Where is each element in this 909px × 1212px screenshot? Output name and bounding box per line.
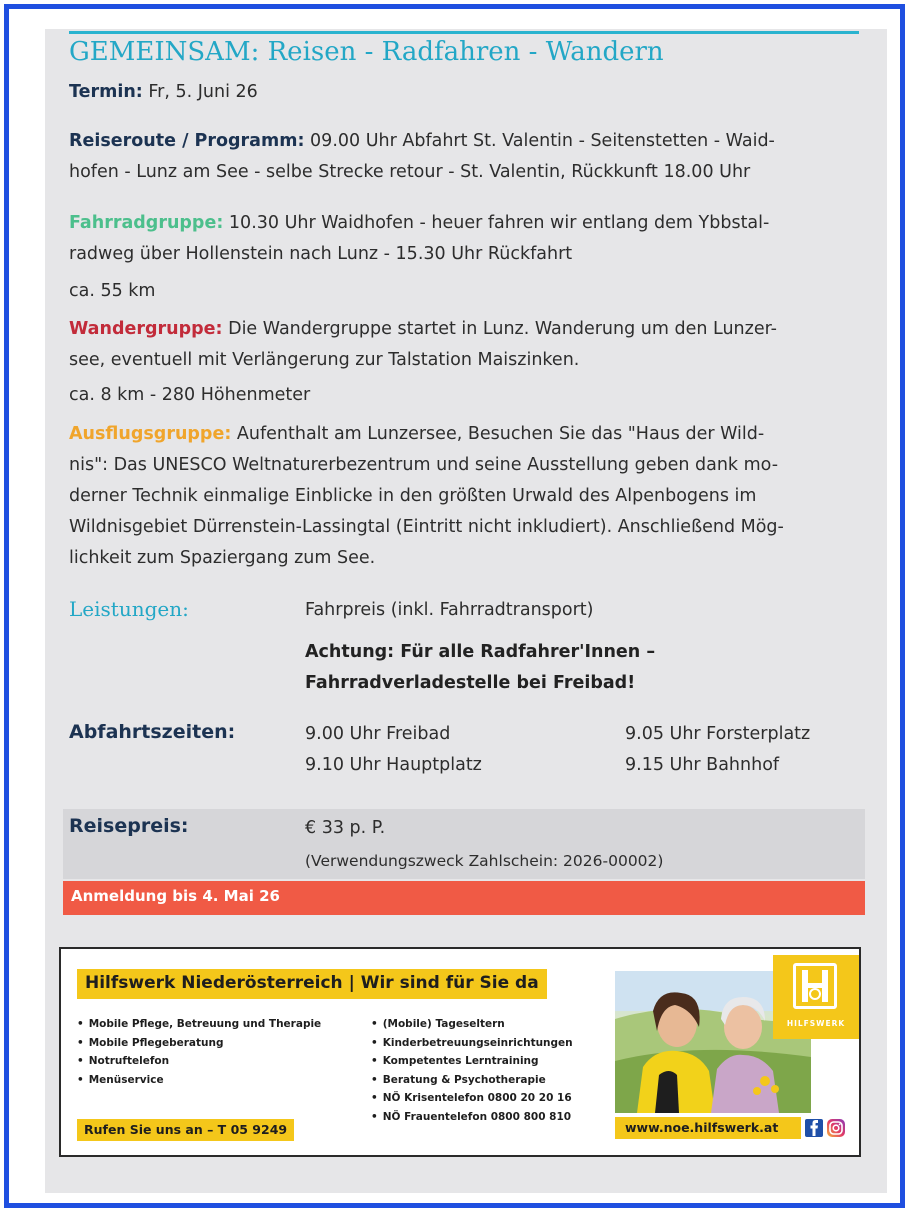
wandergruppe-label: Wandergruppe: [69,319,223,339]
wandergruppe-distance: ca. 8 km - 280 Höhenmeter [69,385,311,405]
reisepreis-note: (Verwendungszweck Zahlschein: 2026-00002) [305,852,664,870]
termin-label: Termin: [69,82,143,102]
hilfswerk-logo [773,955,859,1039]
facebook-icon[interactable] [805,1119,823,1137]
ausflugsgruppe-label: Ausflugsgruppe: [69,424,232,444]
leistungen-note2: Fahrradverladestelle bei Freibad! [305,673,636,693]
reiseroute-line2: hofen - Lunz am See - selbe Strecke retour - St. Valentin, Rückkunft 18.00 Uhr [69,162,751,182]
wandergruppe-block [69,314,859,411]
ad-service-item: • Menüservice [77,1071,321,1090]
ad-website-link[interactable]: www.noe.hilfswerk.at [615,1117,801,1139]
ad-service-item: • NÖ Krisentelefon 0800 20 20 16 [371,1089,573,1108]
ausflugsgruppe-line5: lichkeit zum Spaziergang zum See. [69,548,376,568]
ad-service-item: • NÖ Frauentelefon 0800 800 810 [371,1108,573,1127]
reiseroute-line1: 09.00 Uhr Abfahrt St. Valentin - Seitenstetten - Waid- [310,131,775,151]
ausflugsgruppe-block [69,419,859,574]
reiseroute-block [69,126,859,188]
ad-service-item: • Notruftelefon [77,1052,321,1071]
ad-service-item: • Kinderbetreuungseinrichtungen [371,1034,573,1053]
page-title: GEMEINSAM: Reisen - Radfahren - Wandern [69,37,664,67]
wandergruppe-line1: Die Wandergruppe startet in Lunz. Wanderung um den Lunzer- [228,319,777,339]
hilfswerk-ad[interactable] [59,947,861,1157]
event-card [45,29,887,1193]
ad-service-item: • Mobile Pflege, Betreuung und Therapie [77,1015,321,1034]
leistungen-label: Leistungen: [69,597,189,621]
reisepreis-value: € 33 p. P. [305,818,386,838]
ad-service-item: • Beratung & Psychotherapie [371,1071,573,1090]
ausflugsgruppe-line4: Wildnisgebiet Dürrenstein-Lassingtal (Eintritt nicht inkludiert). Anschließend Mög- [69,517,784,537]
ad-services-right [371,1015,573,1126]
ausflugsgruppe-line1: Aufenthalt am Lunzersee, Besuchen Sie das "Haus der Wild- [236,424,765,444]
logo-h-icon [793,963,837,1009]
ausflugsgruppe-line2: nis": Das UNESCO Weltnaturerbezentrum und seine Ausstellung geben dank mo- [69,455,779,475]
instagram-icon[interactable] [827,1119,845,1137]
anmeldung-banner: Anmeldung bis 4. Mai 26 [63,881,865,915]
ad-call-button[interactable]: Rufen Sie uns an – T 05 9249 [77,1119,294,1141]
ad-service-item: • (Mobile) Tageseltern [371,1015,573,1034]
page-frame [4,4,905,1208]
fahrradgruppe-line2: radweg über Hollenstein nach Lunz - 15.30 Uhr Rückfahrt [69,244,573,264]
abfahrtszeit-2: 9.05 Uhr Forsterplatz [625,724,811,744]
title-rule [69,31,859,34]
abfahrtszeit-1: 9.00 Uhr Freibad [305,724,451,744]
termin-value: Fr, 5. Juni 26 [148,82,258,102]
abfahrtszeit-4: 9.15 Uhr Bahnhof [625,755,780,775]
abfahrtszeit-3: 9.10 Uhr Hauptplatz [305,755,482,775]
ad-service-item: • Kompetentes Lerntraining [371,1052,573,1071]
leistungen-note1: Achtung: Für alle Radfahrer'Innen – [305,642,656,662]
ausflugsgruppe-line3: derner Technik einmalige Einblicke in den größten Urwald des Alpenbogens im [69,486,757,506]
leistungen-value: Fahrpreis (inkl. Fahrradtransport) [305,600,594,620]
ad-services-left [77,1015,321,1089]
reisepreis-label: Reisepreis: [69,815,189,837]
fahrradgruppe-line1: 10.30 Uhr Waidhofen - heuer fahren wir entlang dem Ybbstal- [228,213,770,233]
wandergruppe-line2: see, eventuell mit Verlängerung zur Talstation Maiszinken. [69,350,580,370]
ad-service-item: • Mobile Pflegeberatung [77,1034,321,1053]
ad-headline: Hilfswerk Niederösterreich | Wir sind für Sie da [77,969,547,999]
fahrradgruppe-block [69,208,859,307]
abfahrtszeiten-label: Abfahrtszeiten: [69,721,236,743]
logo-text: HILFSWERK [786,1019,846,1028]
reiseroute-label: Reiseroute / Programm: [69,131,305,151]
fahrradgruppe-label: Fahrradgruppe: [69,213,224,233]
termin-line [69,77,859,108]
fahrradgruppe-distance: ca. 55 km [69,281,156,301]
